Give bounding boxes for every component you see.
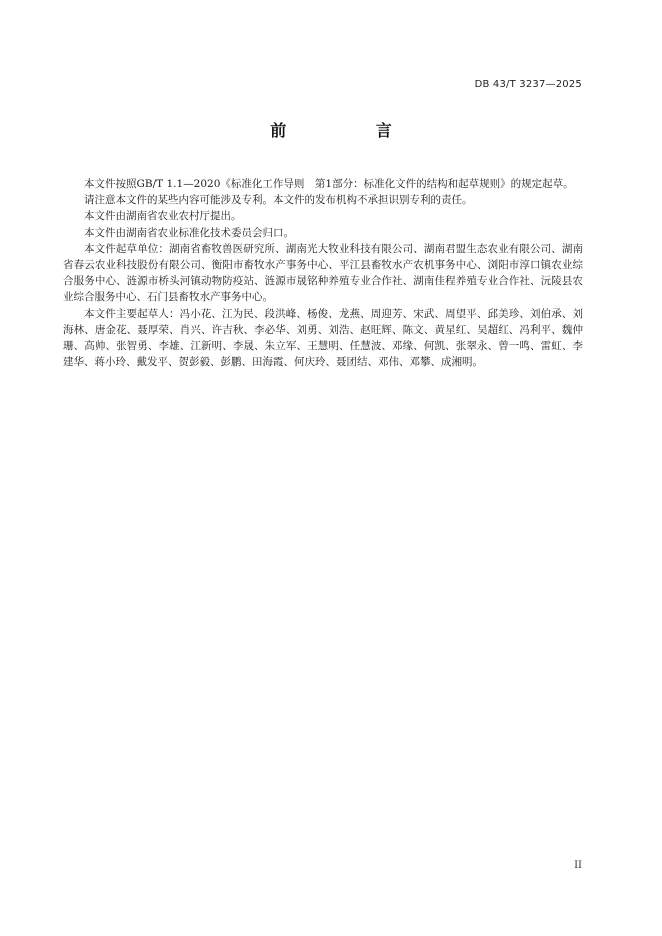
paragraph-centralized-by: 本文件由湖南省农业标准化技术委员会归口。: [84, 226, 294, 239]
paragraph-proposer: 本文件由湖南省农业农村厅提出。: [84, 210, 242, 223]
paragraph-drafting-rules: 本文件按照GB/T 1.1—2020《标准化工作导则 第1部分：标准化文件的结构和起草规则》的规定起草。: [84, 178, 574, 190]
paragraph-main-drafters: 本文件主要起草人：冯小花、江为民、段洪峰、杨俊、龙燕、周迎芳、宋武、周望平、邱美珍、刘伯承、刘海林、唐金花、聂厚荣、肖兴、许吉秋、李必华、刘勇、刘浩、赵旺辉、陈文、黄星红、吴超红、冯利平、魏仲珊、高帅、张智勇、李雄、江新明、李晟、朱立军、王慧明、任慧波、邓缘、何凯、张翠永、曾一鸣、雷虹、李建华、蒋小玲、戴发平、贺彭毅、彭鹏、田海霞、何庆玲、聂团结、邓伟、邓攀、成湘明。: [63, 307, 583, 369]
document-code: DB 43/T 3237—2025: [474, 79, 582, 90]
foreword-body: [63, 176, 583, 370]
page-number: II: [574, 860, 582, 871]
section-title: 前 言: [270, 121, 434, 140]
paragraph-drafting-units: 本文件起草单位：湖南省畜牧兽医研究所、湖南光大牧业科技有限公司、湖南君盟生态农业有限公司、湖南省春云农业科技股份有限公司、衡阳市畜牧水产事务中心、平江县畜牧水产农机事务中心、浏阳市淳口镇农业综合服务中心、涟源市桥头河镇动物防疫站、涟源市晟铭种养殖专业合作社、湖南佳程养殖专业合作社、沅陵县农业综合服务中心、石门县畜牧水产事务中心。: [63, 242, 583, 304]
paragraph-patent-notice: 请注意本文件的某些内容可能涉及专利。本文件的发布机构不承担识别专利的责任。: [84, 194, 473, 207]
